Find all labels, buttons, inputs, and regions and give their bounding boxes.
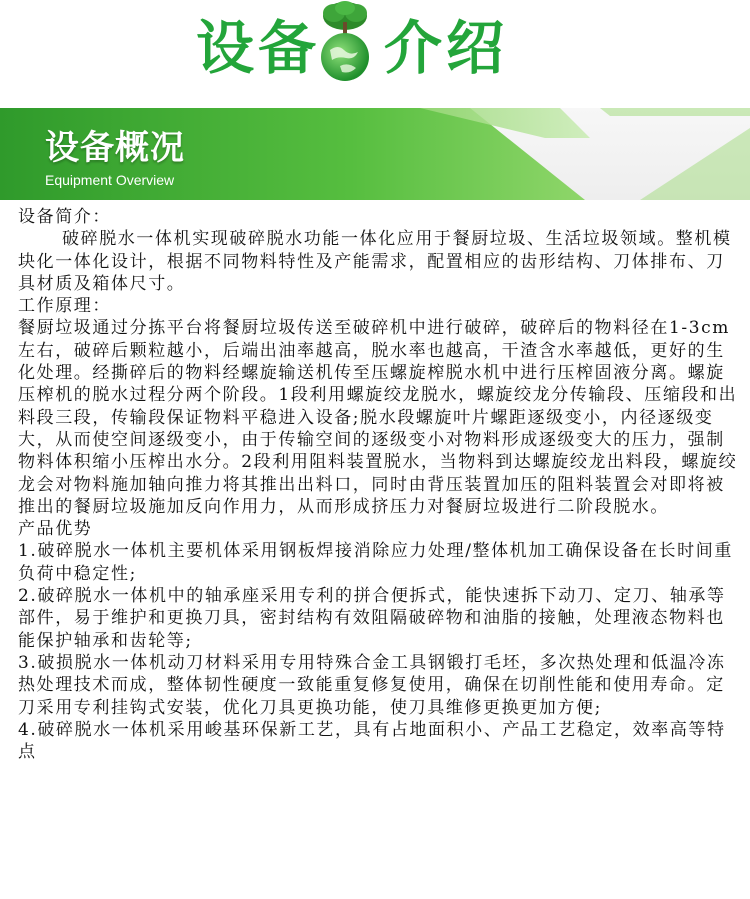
principle-heading: 工作原理：: [18, 296, 111, 317]
advantage-item: 4.破碎脱水一体机采用峻基环保新工艺，具有占地面积小、产品工艺稳定，效率高等特点: [18, 719, 726, 763]
intro-heading: 设备简介：: [18, 207, 111, 227]
page-title-left: 设备: [196, 14, 321, 82]
section-title: 设备概况: [45, 128, 185, 168]
advantages-heading: 产品优势: [18, 519, 93, 540]
advantage-item: 2.破碎脱水一体机中的轴承座采用专利的拼合便拆式，能快速拆下动刀、定刀、轴承等部件，易于维护和更换刀具，密封结构有效阻隔破碎物和油脂的接触，处理液态物料也能保护轴承和齿轮等;: [18, 586, 726, 651]
principle-paragraph: 餐厨垃圾通过分拣平台将餐厨垃圾传送至破碎机中进行破碎，破碎后的物料径在1-3cm左右，破碎后颗粒越小，后端出油率越高，脱水率也越高，干渣含水率越低，更好的生化处理。经撕碎后的物料经螺旋输送机传至压螺旋榨脱水机中进行压榨固液分离。螺旋压榨机的脱水过程分两个阶段。1段利用螺旋绞龙脱水，螺旋绞龙分传输段、压缩段和出料段三段，传输段保证物料平稳进入设备;脱水段螺旋叶片螺距逐级变小，内径逐级变大，从而使空间逐级变小，由于传输空间的逐级变小对物料形成逐级变大的压力，强制物料体积缩小压榨出水分。2段利用阻料装置脱水，当物料到达螺旋绞龙出料段，螺旋绞龙会对物料施加轴向推力将其推出出料口，同时由背压装置加压的阻料装置会对即将被推出的餐厨垃圾施加反向作用力，从而形成挤压力对餐厨垃圾进行二阶段脱水。: [18, 318, 738, 517]
page-title-right: 介绍: [384, 14, 509, 82]
content-body: [18, 206, 738, 763]
page-header: [0, 0, 750, 95]
advantage-item: 3.破损脱水一体机动刀材料采用专用特殊合金工具钢锻打毛坯，多次热处理和低温冷冻热处理技术而成，整体韧性硬度一致能重复修复使用，确保在切削性能和使用寿命。定刀采用专利挂钩式安装，优化刀具更换功能，使刀具维修更换更加方便;: [18, 652, 726, 718]
tree-globe-icon: [310, 0, 380, 86]
advantage-item: 1.破碎脱水一体机主要机体采用钢板焊接消除应力处理/整体机加工确保设备在长时间重负荷中稳定性;: [18, 541, 733, 584]
section-subtitle: Equipment Overview: [45, 172, 175, 188]
intro-paragraph: 破碎脱水一体机实现破碎脱水功能一体化应用于餐厨垃圾、生活垃圾领域。整机模块化一体化设计，根据不同物料特性及产能需求，配置相应的齿形结构、刀体排布、刀具材质及箱体尺寸。: [18, 229, 732, 294]
